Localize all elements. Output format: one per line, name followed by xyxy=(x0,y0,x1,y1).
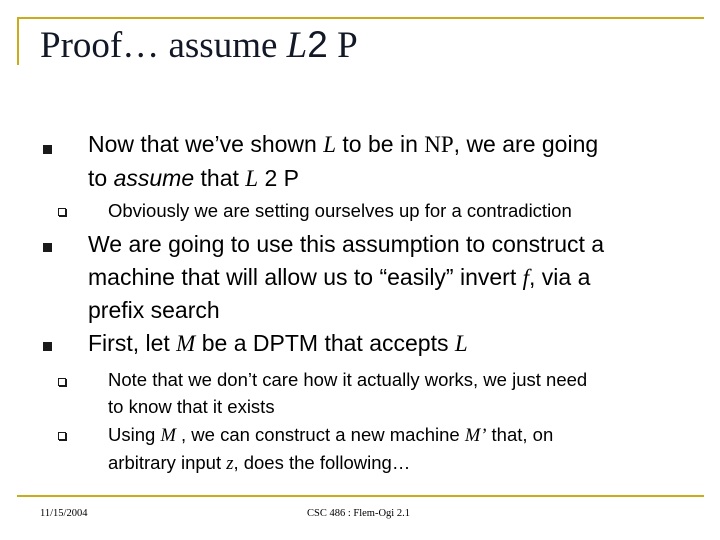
text-run: assume xyxy=(113,164,195,191)
sub-bullet-text: Obviously we are setting ourselves up for a contradiction xyxy=(108,200,572,221)
bullet-text xyxy=(88,327,468,361)
title-text: Proof… assume xyxy=(40,25,287,66)
text-line: We are going to use this assumption to construct a xyxy=(88,231,605,257)
slide-title xyxy=(40,24,358,67)
text-run: , we can construct a new machine xyxy=(175,424,465,445)
title-P: P xyxy=(327,25,358,66)
footer-date: 11/15/2004 xyxy=(40,508,88,519)
text-line xyxy=(108,422,553,450)
text-run: Now that we’ve shown xyxy=(88,131,324,157)
text-run: M’ xyxy=(464,426,487,446)
text-run: f xyxy=(522,264,529,290)
sub-bullet-text xyxy=(108,422,553,477)
text-run: , does the following… xyxy=(233,451,411,473)
text-run: Using xyxy=(108,424,161,445)
sub-bullet-text xyxy=(108,367,587,420)
text-line xyxy=(88,162,598,196)
text-run: L xyxy=(323,132,337,157)
text-run: be a DPTM that accepts xyxy=(195,330,455,356)
text-run: , we are going xyxy=(453,131,599,157)
text-run: to be in xyxy=(336,131,425,157)
text-line xyxy=(108,450,553,478)
bullet-marker xyxy=(43,145,52,154)
text-line: to know that it exists xyxy=(108,395,275,417)
text-run: arbitrary input xyxy=(108,451,227,473)
sub-bullet-marker xyxy=(58,378,66,386)
text-run: z xyxy=(226,453,234,474)
text-line xyxy=(88,261,604,295)
text-run: First, let xyxy=(88,330,177,356)
footer-course: CSC 486 : Flem-Ogi 2.1 xyxy=(307,508,410,519)
frame-left-line xyxy=(17,17,19,65)
text-line: prefix search xyxy=(88,297,220,323)
footer-rule xyxy=(17,495,704,497)
title-L: L xyxy=(286,25,308,66)
text-run: NP xyxy=(424,132,454,157)
text-run: M xyxy=(176,331,196,356)
text-run: L xyxy=(245,165,259,191)
text-run: M xyxy=(160,426,176,446)
text-line xyxy=(88,128,598,162)
sub-bullet-marker xyxy=(58,208,66,216)
text-run: to xyxy=(88,164,114,191)
frame-top-line xyxy=(17,17,704,19)
bullet-text xyxy=(88,128,598,195)
bullet-marker xyxy=(43,342,52,351)
text-run: 2 P xyxy=(258,164,299,191)
bullet-text xyxy=(88,228,604,327)
bullet-marker xyxy=(43,243,52,252)
text-line: Note that we don’t care how it actually works, we just need xyxy=(108,369,588,390)
text-run: that xyxy=(194,164,246,191)
text-run: , via a xyxy=(529,263,591,290)
text-run: machine that will allow us to “easily” invert xyxy=(88,263,523,290)
text-run: that, on xyxy=(486,424,554,445)
text-run: L xyxy=(454,331,468,356)
title-op: 2 xyxy=(307,24,328,65)
sub-bullet-marker xyxy=(58,432,66,440)
